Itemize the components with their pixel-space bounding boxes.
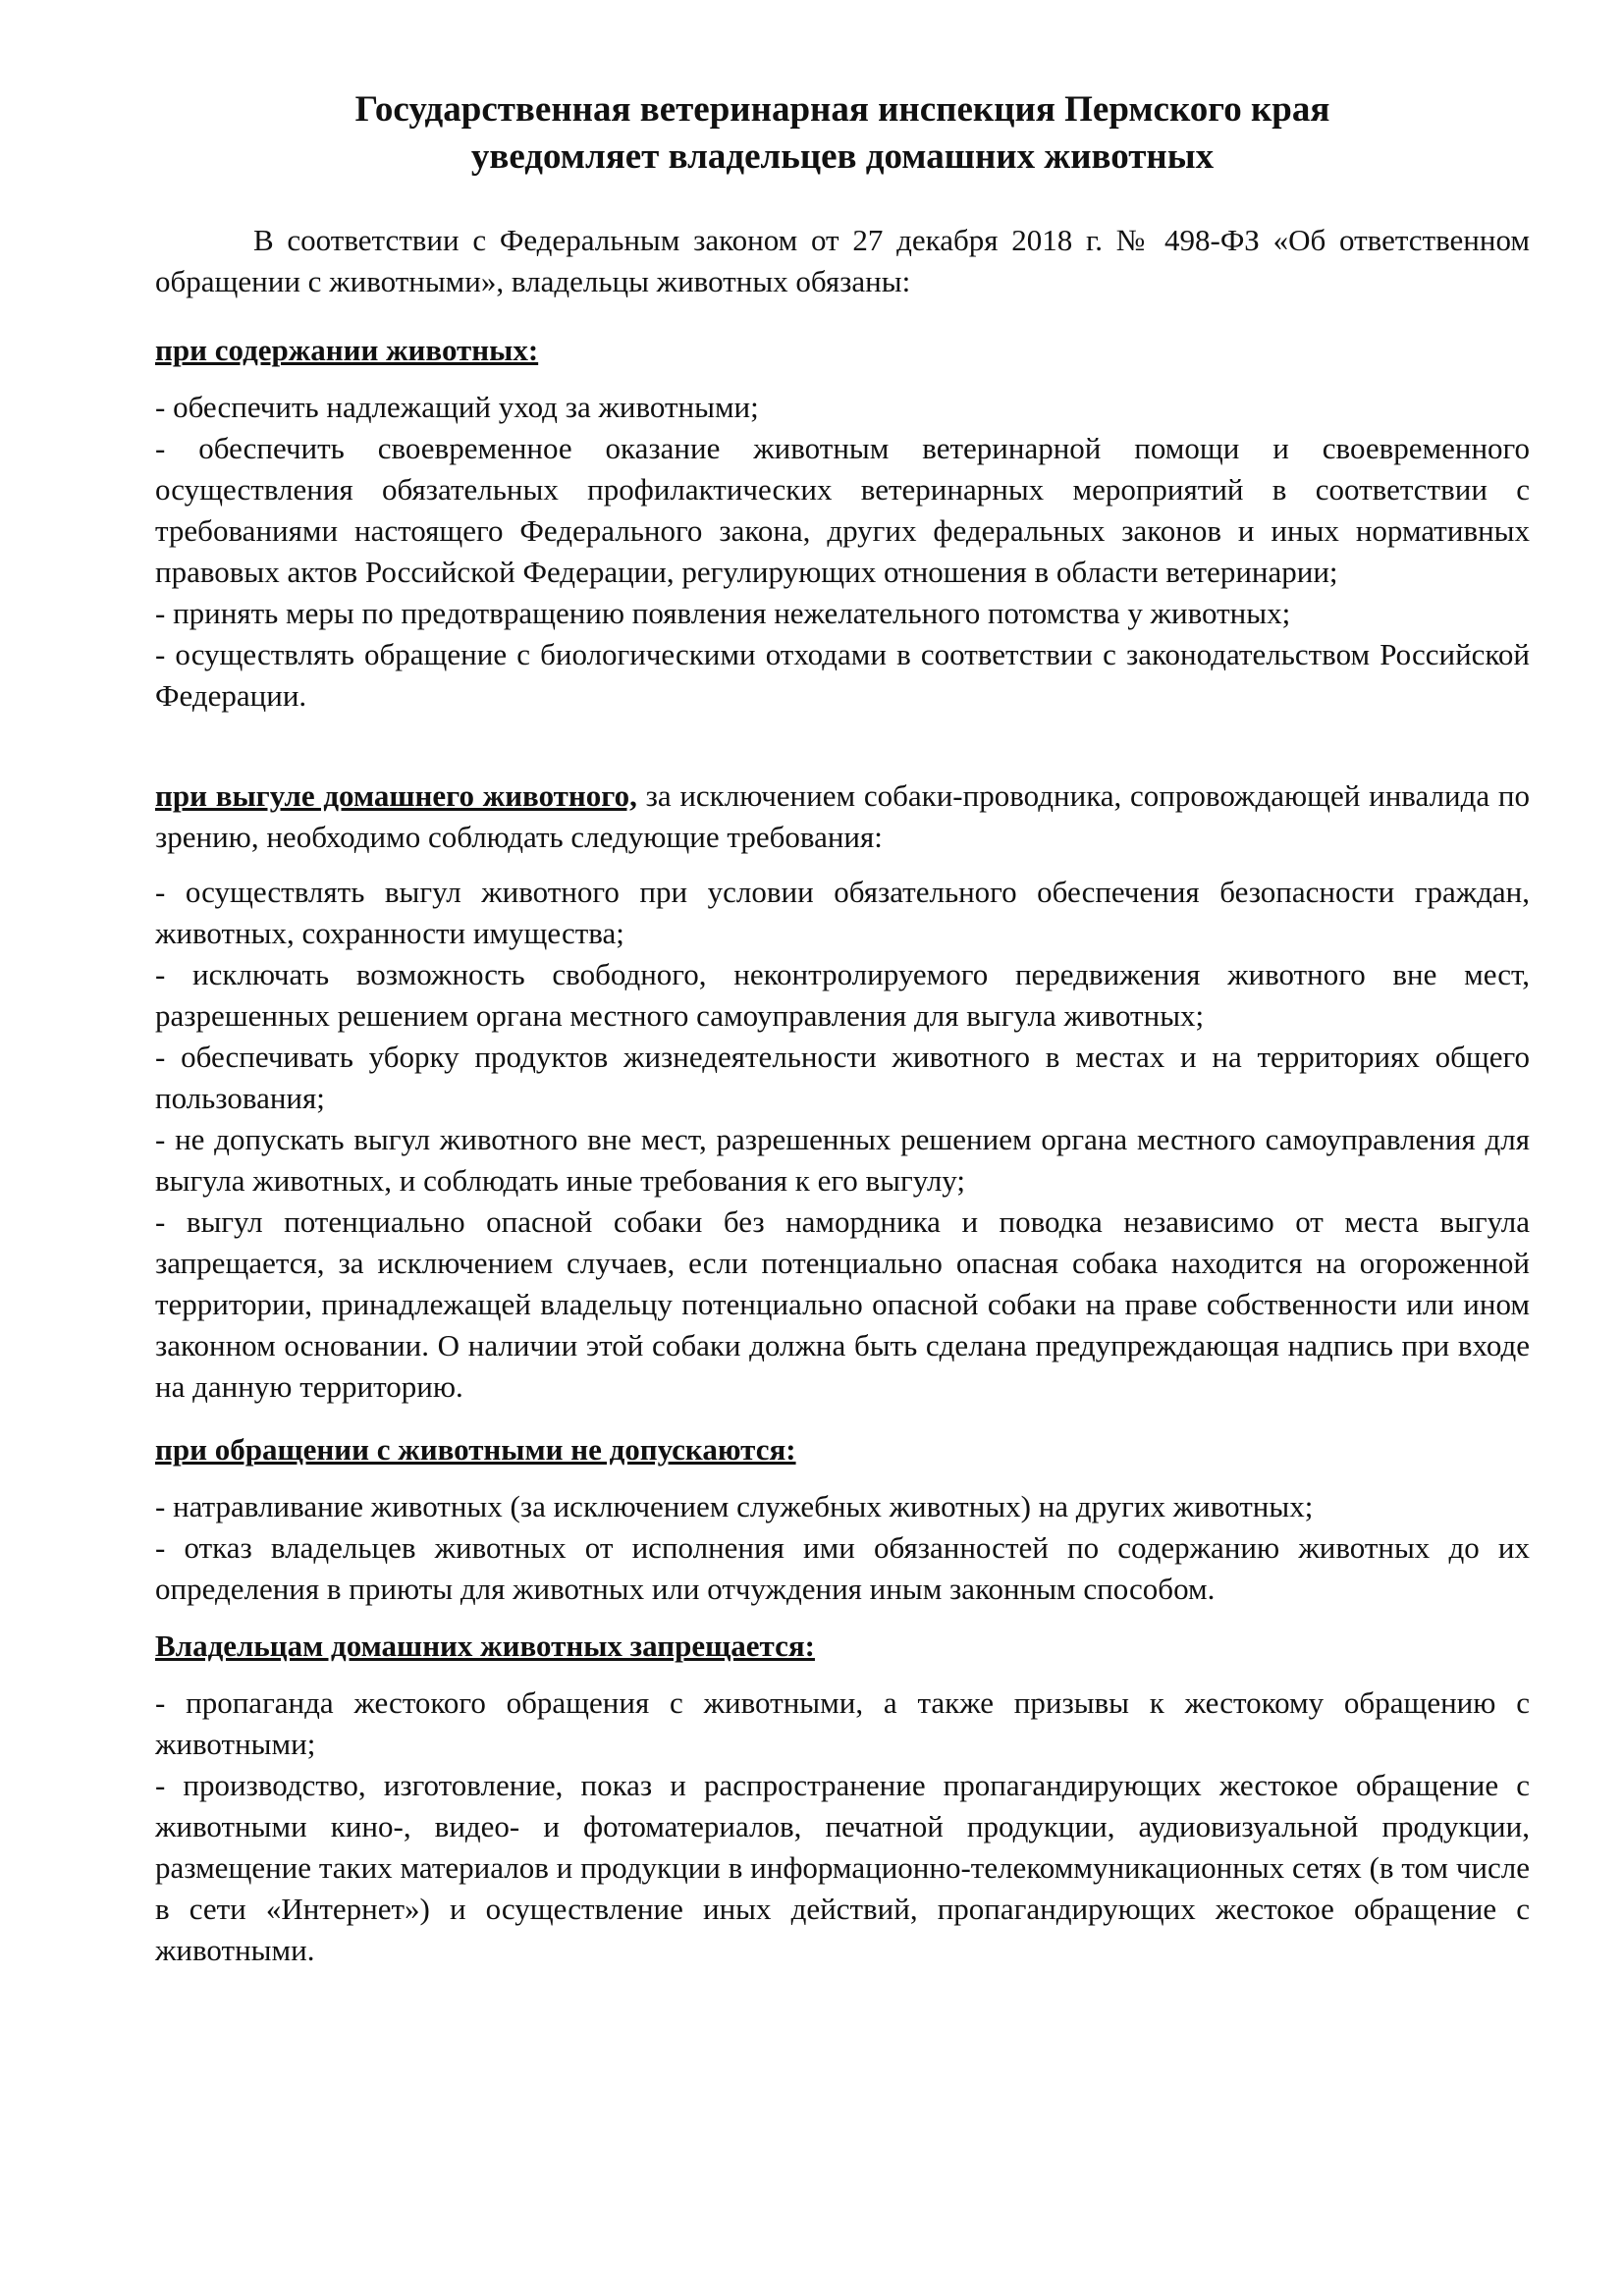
section-heading-owners-forbidden-title: Владельцам домашних животных запрещается: — [155, 1629, 815, 1663]
list-item: - обеспечивать уборку продуктов жизнедеятельности животного в местах и на территориях общего пользования; — [155, 1040, 1530, 1115]
section-list-prohibited-treatment — [155, 1486, 1530, 1610]
section-list-walking — [155, 872, 1530, 1408]
title-line-1: Государственная ветеринарная инспекция Пермского края — [354, 89, 1330, 130]
list-item: - не допускать выгул животного вне мест, разрешенных решением органа местного самоуправления для выгула животных, и соблюдать иные требования к его выгулу; — [155, 1122, 1530, 1198]
list-item: - принять меры по предотвращению появления нежелательного потомства у животных; — [155, 596, 1291, 630]
list-item: - осуществлять выгул животного при условии обязательного обеспечения безопасности граждан, животных, сохранности имущества; — [155, 875, 1530, 950]
list-item: - обеспечить надлежащий уход за животными; — [155, 390, 759, 424]
list-item: - пропаганда жестокого обращения с животными, а также призывы к жестокому обращению с животными; — [155, 1685, 1530, 1761]
section-heading-walking — [155, 775, 1530, 858]
section-list-owners-forbidden — [155, 1682, 1530, 1971]
list-item: - выгул потенциально опасной собаки без намордника и поводка независимо от места выгула запрещается, за исключением случаев, если потенциально опасная собака находится на огороженной территории, принадлежащей владельцу потенциально опасной собаки на праве собственности или ином законном основании. О наличии этой собаки должна быть сделана предупреждающая надпись при входе на данную территорию. — [155, 1204, 1530, 1404]
section-heading-keeping — [155, 330, 1530, 371]
section-heading-keeping-title: при содержании животных: — [155, 333, 539, 367]
intro-paragraph: В соответствии с Федеральным законом от 27 декабря 2018 г. № 498-ФЗ «Об ответственном обращении с животными», владельцы животных обязаны: — [155, 223, 1530, 298]
document-title — [155, 86, 1530, 181]
section-heading-prohibited-treatment — [155, 1429, 1530, 1470]
section-heading-owners-forbidden — [155, 1626, 1530, 1667]
list-item: - осуществлять обращение с биологическими отходами в соответствии с законодательством Российской Федерации. — [155, 637, 1530, 713]
section-heading-prohibited-treatment-title: при обращении с животными не допускаются: — [155, 1432, 796, 1467]
section-list-keeping — [155, 387, 1530, 717]
list-item: - натравливание животных (за исключением служебных животных) на других животных; — [155, 1489, 1314, 1523]
list-item: - исключать возможность свободного, неконтролируемого передвижения животного вне мест, разрешенных решением органа местного самоуправления для выгула животных; — [155, 957, 1530, 1033]
title-line-2: уведомляет владельцев домашних животных — [470, 136, 1215, 177]
section-heading-walking-title: при выгуле домашнего животного, — [155, 778, 637, 813]
list-item: - производство, изготовление, показ и распространение пропагандирующих жестокое обращение с животными кино-, видео- и фотоматериалов, печатной продукции, аудиовизуальной продукции, размещение таких материалов и продукции в информационно-телекоммуникационных сетях (в том числе в сети «Интернет») и осуществление иных действий, пропагандирующих жестокое обращение с животными. — [155, 1768, 1530, 1967]
section-heading-walking-rest: за исключением собаки-проводника, сопровождающей инвалида по зрению, необходимо соблюдать следующие требования: — [155, 778, 1531, 854]
list-item: - отказ владельцев животных от исполнения ими обязанностей по содержанию животных до их определения в приюты для животных или отчуждения иным законным способом. — [155, 1530, 1530, 1606]
list-item: - обеспечить своевременное оказание животным ветеринарной помощи и своевременного осуществления обязательных профилактических ветеринарных мероприятий в соответствии с требованиями настоящего Федерального закона, других федеральных законов и иных нормативных правовых актов Российской Федерации, регулирующих отношения в области ветеринарии; — [155, 431, 1530, 589]
